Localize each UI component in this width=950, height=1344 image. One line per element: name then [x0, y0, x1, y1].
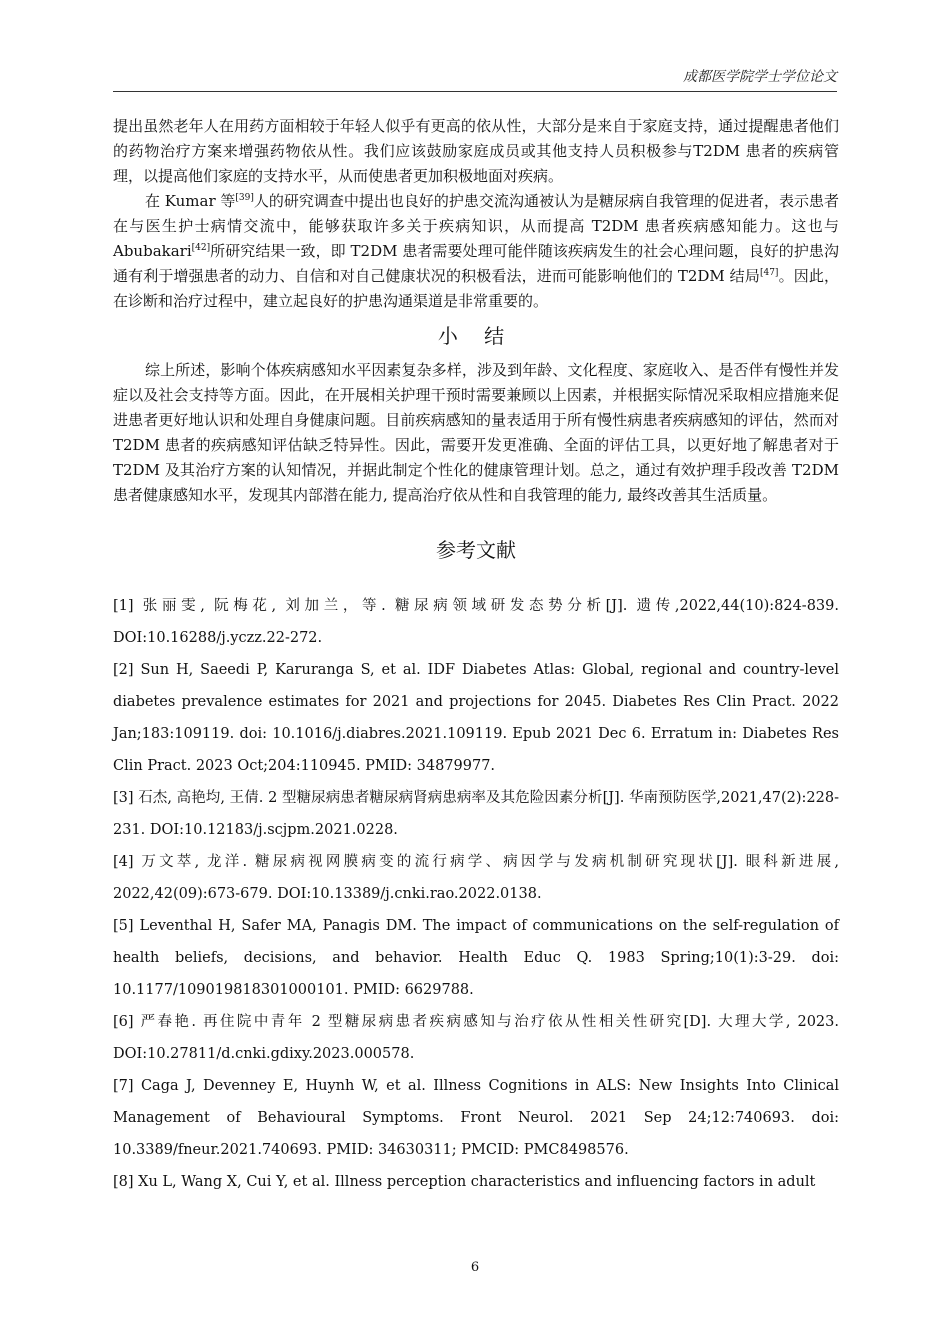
page-number: 6: [470, 1260, 480, 1275]
reference-item: [7] Caga J, Devenney E, Huynh W, et al. Illness Cognitions in ALS: New Insights Into Clinical Management of Behavioural Symptoms. Front Neurol. 2021 Sep 24;12:740693. doi: 10.3389/fneur.2021.740693. PMID: 34630311; PMCID: PMC8498576.: [113, 1078, 839, 1158]
reference-item: [1] 张丽雯, 阮梅花, 刘加兰，等. 糖尿病领域研发态势分析[J]. 遗传,2022,44(10):824-839. DOI:10.16288/j.yczz.22-272.: [113, 598, 839, 646]
citation-39[interactable]: [39]: [235, 193, 254, 203]
p2-text-c: 所研究结果一致，即 T2DM 患者需要处理可能伴随该疾病发生的社会心理问题，良好的护患沟通有利于增强患者的动力、自信和对自己健康状况的积极看法，进而可能影响他们的 T2DM 结局: [113, 242, 839, 285]
reference-item: [8] Xu L, Wang X, Cui Y, et al. Illness perception characteristics and influencing factors in adult: [113, 1174, 816, 1190]
references-heading: 参考文献: [436, 538, 516, 562]
reference-item: [6] 严春艳. 再住院中青年 2 型糖尿病患者疾病感知与治疗依从性相关性研究[D]. 大理大学, 2023. DOI:10.27811/d.cnki.gdixy.2023.000578.: [113, 1014, 839, 1062]
p2-text-a: 在 Kumar 等: [145, 192, 236, 210]
citation-42[interactable]: [42]: [191, 243, 211, 253]
page-body: [113, 114, 839, 1198]
running-header: 成都医学院学士学位论文: [683, 69, 837, 85]
paragraph-summary: 综上所述，影响个体疾病感知水平因素复杂多样，涉及到年龄、文化程度、家庭收入、是否伴有慢性并发症以及社会支持等方面。因此，在开展相关护理干预时需要兼顾以上因素，并根据实际情况采取相应措施来促进患者更好地认识和处理自身健康问题。目前疾病感知的量表适用于所有慢性病患者疾病感知的评估，然而对 T2DM 患者的疾病感知评估缺乏特异性。因此，需要开发更准确、全面的评估工具，以更好地了解患者对于 T2DM 及其治疗方案的认知情况，并据此制定个性化的健康管理计划。总之，通过有效护理手段改善 T2DM 患者健康感知水平，发现其内部潜在能力, 提高治疗依从性和自我管理的能力, 最终改善其生活质量。: [113, 361, 839, 504]
reference-item: [2] Sun H, Saeedi P, Karuranga S, et al. IDF Diabetes Atlas: Global, regional and country-level diabetes prevalence estimates for 2021 and projections for 2045. Diabetes Res Clin Pract. 2022 Jan;183:109119. doi: 10.1016/j.diabres.2021.109119. Epub 2021 Dec 6. Erratum in: Diabetes Res Clin Pract. 2023 Oct;204:110945. PMID: 34879977.: [113, 662, 839, 774]
paragraph-communication: [113, 189, 839, 314]
reference-item: [3] 石杰, 高艳均, 王倩. 2 型糖尿病患者糖尿病肾病患病率及其危险因素分析[J]. 华南预防医学,2021,47(2):228-231. DOI:10.12183/j.scjpm.2021.0228.: [113, 790, 839, 838]
p2-text-d: 。因此，在诊断和治疗过程中，建立起良好的护患沟通渠道是非常重要的。: [113, 267, 839, 310]
reference-item: [4] 万文萃, 龙洋. 糖尿病视网膜病变的流行病学、病因学与发病机制研究现状[J]. 眼科新进展, 2022,42(09):673-679. DOI:10.13389/j.cnki.rao.2022.0138.: [113, 854, 839, 902]
reference-item: [5] Leventhal H, Safer MA, Panagis DM. The impact of communications on the self-regulation of health beliefs, decisions, and behavior. Health Educ Q. 1983 Spring;10(1):3-29. doi: 10.1177/109019818301000101. PMID: 6629788.: [113, 918, 839, 998]
references-list: [113, 590, 839, 1198]
citation-47[interactable]: [47]: [759, 268, 779, 278]
summary-heading: 小 结: [437, 324, 515, 348]
header-divider: [113, 91, 837, 92]
p2-text-b: 人的研究调查中提出也良好的护患交流沟通被认为是糖尿病自我管理的促进者，表示患者在与医生护士病情交流中，能够获取许多关于疾病知识，从而提高 T2DM 患者疾病感知能力。这也与 Abubakari: [113, 192, 839, 260]
paragraph-family-support: 提出虽然老年人在用药方面相较于年轻人似乎有更高的依从性，大部分是来自于家庭支持，通过提醒患者他们的药物治疗方案来增强药物依从性。我们应该鼓励家庭成员或其他支持人员积极参与T2DM 患者的疾病管理，以提高他们家庭的支持水平，从而使患者更加积极地面对疾病。: [113, 117, 839, 185]
